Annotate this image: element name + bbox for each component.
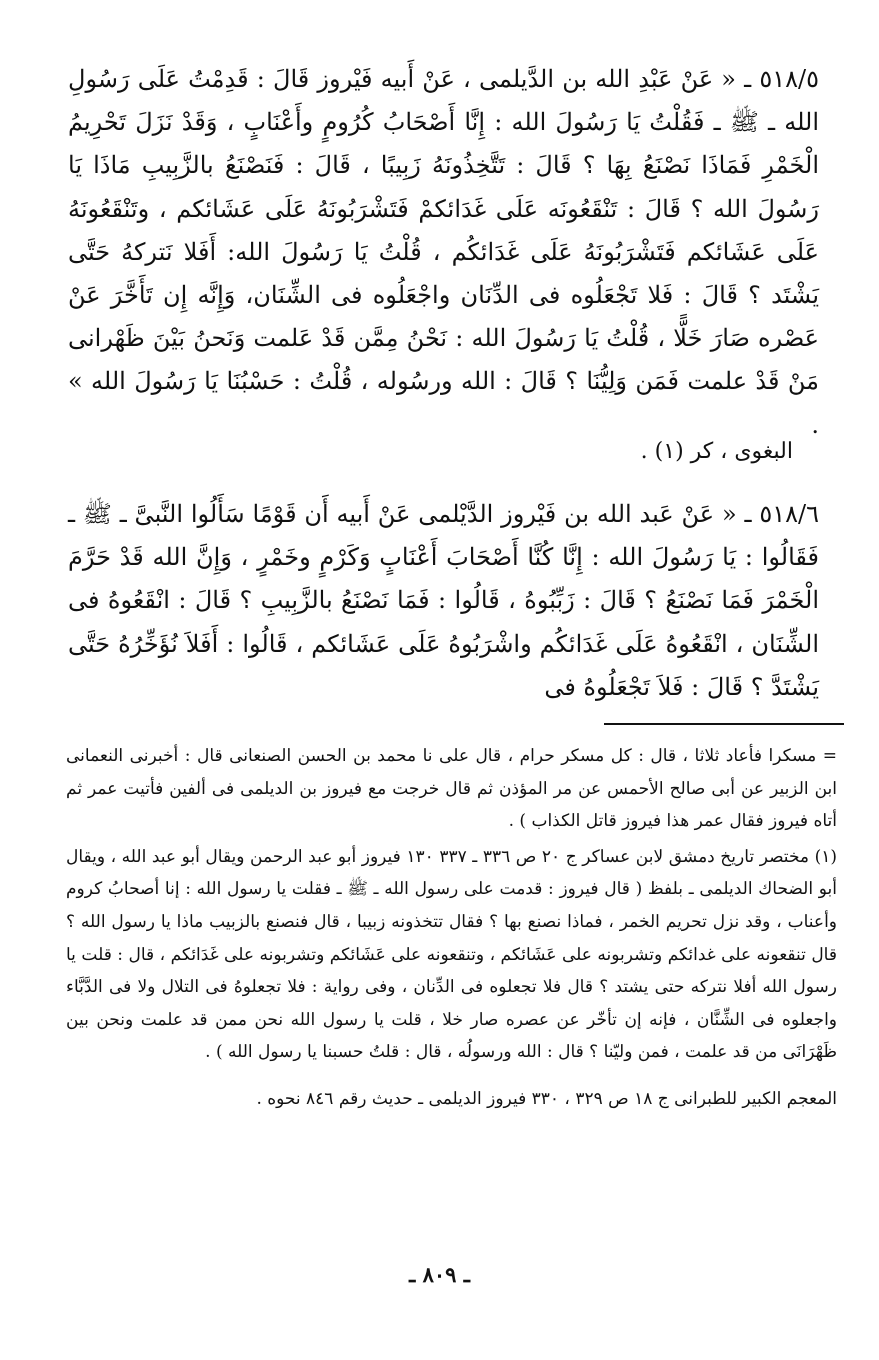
footnote-separator: [604, 723, 844, 725]
hadith-source-line: البغوى ، كر (١) .: [640, 439, 793, 464]
footnotes-block: [66, 740, 837, 1119]
hadith-paragraph-518-6: ٥١٨/٦ ـ « عَنْ عَبد الله بن فَيْروز الدَّيْلمى عَنْ أَبيه أَن قَوْمًا سَأَلُوا النَّبىَّ ـ ﷺ ـ فَقَالُوا : يَا رَسُولَ الله : إِنَّا كُنَّا أَصْحَابَ أَعْنَابٍ وَكَرْمٍ وخَمْرٍ ، وَإِنَّ الله قَدْ حَرَّمَ الْخَمْرَ فَمَا نَصْنَعُ ؟ قَالَ : زَبِّبُوهُ ، قَالُوا : فَمَا نَصْنَعُ بالزَّبِيبِ ؟ قَالَ : انْقَعُوهُ فى الشِّنَان ، انْقَعُوهُ عَلَى غَدَائكُم واشْرَبُوهُ عَلَى عَشَائكم ، قَالُوا : أَفَلاَ نُؤَخِّرُهُ حَتَّى يَشْتَدَّ ؟ قَالَ : فَلاَ تَجْعَلُوهُ فى: [68, 500, 819, 701]
hadith-paragraph-518-5: ٥١٨/٥ ـ « عَنْ عَبْدِ الله بن الدَّيلمى ، عَنْ أَبيه فَيْروز قَالَ : قَدِمْتُ عَلَى رَسُولِ الله ـ ﷺ ـ فَقُلْتُ يَا رَسُولَ الله : إِنَّا أَصْحَابُ كُرُومٍ وأَعْنَابٍ ، وَقَدْ نَزَلَ تَحْرِيمُ الْخَمْرِ فَمَاذَا نَصْنَعُ بِهَا ؟ قَالَ : تَتَّخِذُونَهُ زَبِيبًا ، قَالَ : فَنَصْنَعُ بالزَّبِيبِ مَاذَا يَا رَسُولَ الله ؟ قَالَ : تَنْقَعُونَه عَلَى غَدَائكمْ فَتَشْرَبُونَهُ عَلَى عَشَائكم ، وتَنْقَعُونَهُ عَلَى عَشَائكم فَتَشْرَبُونَهُ عَلَى غَدَائكُم ، قُلْتُ يَا رَسُولَ الله: أَفَلا نَتركهُ حَتَّى يَشْتَد ؟ قَالَ : فَلا تَجْعَلُوه فى الدِّنَان واجْعَلُوه فى الشِّنَان، وَإِنَّه إِن تَأَخَّرَ عَنْ عَصْره صَارَ خَلًّا ، قُلْتُ يَا رَسُولَ الله : نَحْنُ مِمَّن قَدْ عَلمت وَنَحنُ بَيْنَ ظَهْرانى مَنْ قَدْ علمت فَمَن وَلِيُّنَا ؟ قَالَ : الله ورسُوله ، قُلْتُ : حَسْبُنَا يَا رَسُولَ الله » .: [68, 65, 819, 439]
footnote-reference: المعجم الكبير للطبرانى ج ١٨ ص ٣٢٩ ، ٣٣٠ فيروز الديلمى ـ حديث رقم ٨٤٦ نحوه .: [256, 1088, 837, 1109]
hadith-text-block: [68, 58, 819, 447]
footnote-continuation: = مسكرا فأعاد ثلاثا ، قال : كل مسكر حرام ، قال على نا محمد بن الحسن الصنعانى قال : أخبرنى النعمانى ابن الزبير عن أبى صالح الأحمس عن مر المؤذن ثم قال خرجت مع فيروز بن الديلمى فى ألفين فأتيت عمر ثم أتاه فيروز فقال عمر هذا فيروز قاتل الكذاب ) .: [66, 746, 837, 832]
page-number: ـ ٨٠٩ ـ: [409, 1262, 470, 1287]
hadith-text-block-2: [68, 493, 819, 709]
footnote-1: (١) مختصر تاريخ دمشق لابن عساكر ج ٢٠ ص ٣٣٦ ـ ٣٣٧ ١٣٠ فيروز أبو عبد الرحمن ويقال أبو عبد الله ، ويقال أبو الضحاك الديلمى ـ بلفظ ( قال فيروز : قدمت على رسول الله ـ ﷺ ـ فقلت يا رسول الله : إنا أصحابُ كروم وأعناب ، وقد نزل تحريم الخمر ، فماذا نصنع بها ؟ فقال تتخذونه زبيبا ، قال فنصنع بالزبيب ماذا يا رسول الله ؟ قال تنقعونه على غدائكم وتشربونه على عَشَائكم ، وتنقعونه على عَشَائكم وتشربونه على غَدَائكم ، قال : قلت يا رسول الله أفلا نتركه حتى يشتد ؟ قال فلا تجعلوه فى الدِّنان ، وفى رواية : فلا تجعلوهُ فى التلال ولا فى الدَّبَّاء واجعلوه فى الشِّنَّان ، فإنه إن تأخّر عن عصره صار خلا ، قلت يا رسول الله نحن ممن قد علمت ونحن بين ظَهْرَانَى من قد علمت ، فمن وليّنا ؟ قال : الله ورسولُه ، قال : قلتُ حسبنا يا رسول الله ) .: [66, 846, 837, 1063]
